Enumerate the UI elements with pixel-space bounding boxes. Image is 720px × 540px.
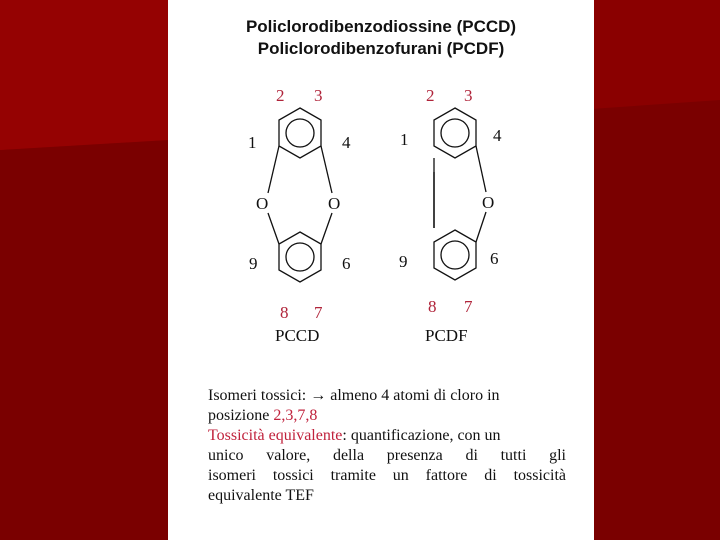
text-line-6: equivalente TEF — [208, 487, 314, 504]
pcdf-pos-9: 9 — [399, 252, 408, 271]
pcdf-pos-4: 4 — [493, 126, 502, 145]
pccd-bottom-ring-circle — [286, 243, 314, 271]
pcdf-pos-6: 6 — [490, 249, 499, 268]
pccd-bond-right-top — [321, 146, 332, 193]
pccd-oxygen-left: O — [256, 194, 269, 213]
slide-panel — [168, 0, 594, 540]
text-line-3: Tossicità equivalente: quantificazione, con un — [208, 427, 501, 444]
pcdf-pos-3: 3 — [464, 86, 473, 105]
pccd-bottom-ring — [279, 232, 321, 282]
pccd-oxygen-right: O — [328, 194, 341, 213]
title-pccd: Policlorodibenzodiossine (PCCD) — [245, 17, 517, 36]
pcdf-bottom-ring-circle — [441, 241, 469, 269]
pcdf-oxygen: O — [482, 193, 495, 212]
pcdf-pos-7: 7 — [464, 297, 473, 316]
pcdf-pos-1: 1 — [400, 130, 409, 149]
positions-highlight: 2,3,7,8 — [273, 407, 318, 424]
pcdf-top-ring-circle — [441, 119, 469, 147]
text-line-5: isomeri tossici tramite un fattore di tossicità — [208, 467, 566, 484]
text-line-1: Isomeri tossici: → almeno 4 atomi di cloro in — [208, 387, 500, 404]
pccd-pos-6: 6 — [342, 254, 351, 273]
toxicity-equivalent-highlight: Tossicità equivalente — [208, 427, 343, 444]
pccd-pos-1: 1 — [248, 133, 257, 152]
pccd-pos-3: 3 — [314, 86, 323, 105]
pcdf-bond-bottom — [476, 212, 486, 242]
pccd-pos-4: 4 — [342, 133, 351, 152]
pccd-bond-left-bottom — [268, 213, 279, 244]
pccd-bond-right-bottom — [321, 213, 332, 244]
text-line-2: posizione 2,3,7,8 — [208, 407, 318, 424]
pcdf-label: PCDF — [425, 326, 468, 345]
pccd-pos-2: 2 — [276, 86, 285, 105]
text-line-4: unico valore, della presenza di tutti gli — [208, 447, 566, 464]
pcdf-pos-2: 2 — [426, 86, 435, 105]
description-text — [208, 386, 566, 506]
chemical-structures — [168, 0, 594, 380]
pccd-bond-left-top — [268, 146, 279, 193]
pcdf-pos-8: 8 — [428, 297, 437, 316]
title-pcdf: Policlorodibenzofurani (PCDF) — [257, 39, 505, 58]
pccd-pos-9: 9 — [249, 254, 258, 273]
pccd-label: PCCD — [275, 326, 320, 345]
pccd-top-ring-circle — [286, 119, 314, 147]
pccd-pos-7: 7 — [314, 303, 323, 322]
pccd-top-ring — [279, 108, 321, 158]
pcdf-bond-top — [476, 146, 486, 192]
pcdf-bottom-ring — [434, 230, 476, 280]
pcdf-top-ring — [434, 108, 476, 158]
pccd-pos-8: 8 — [280, 303, 289, 322]
